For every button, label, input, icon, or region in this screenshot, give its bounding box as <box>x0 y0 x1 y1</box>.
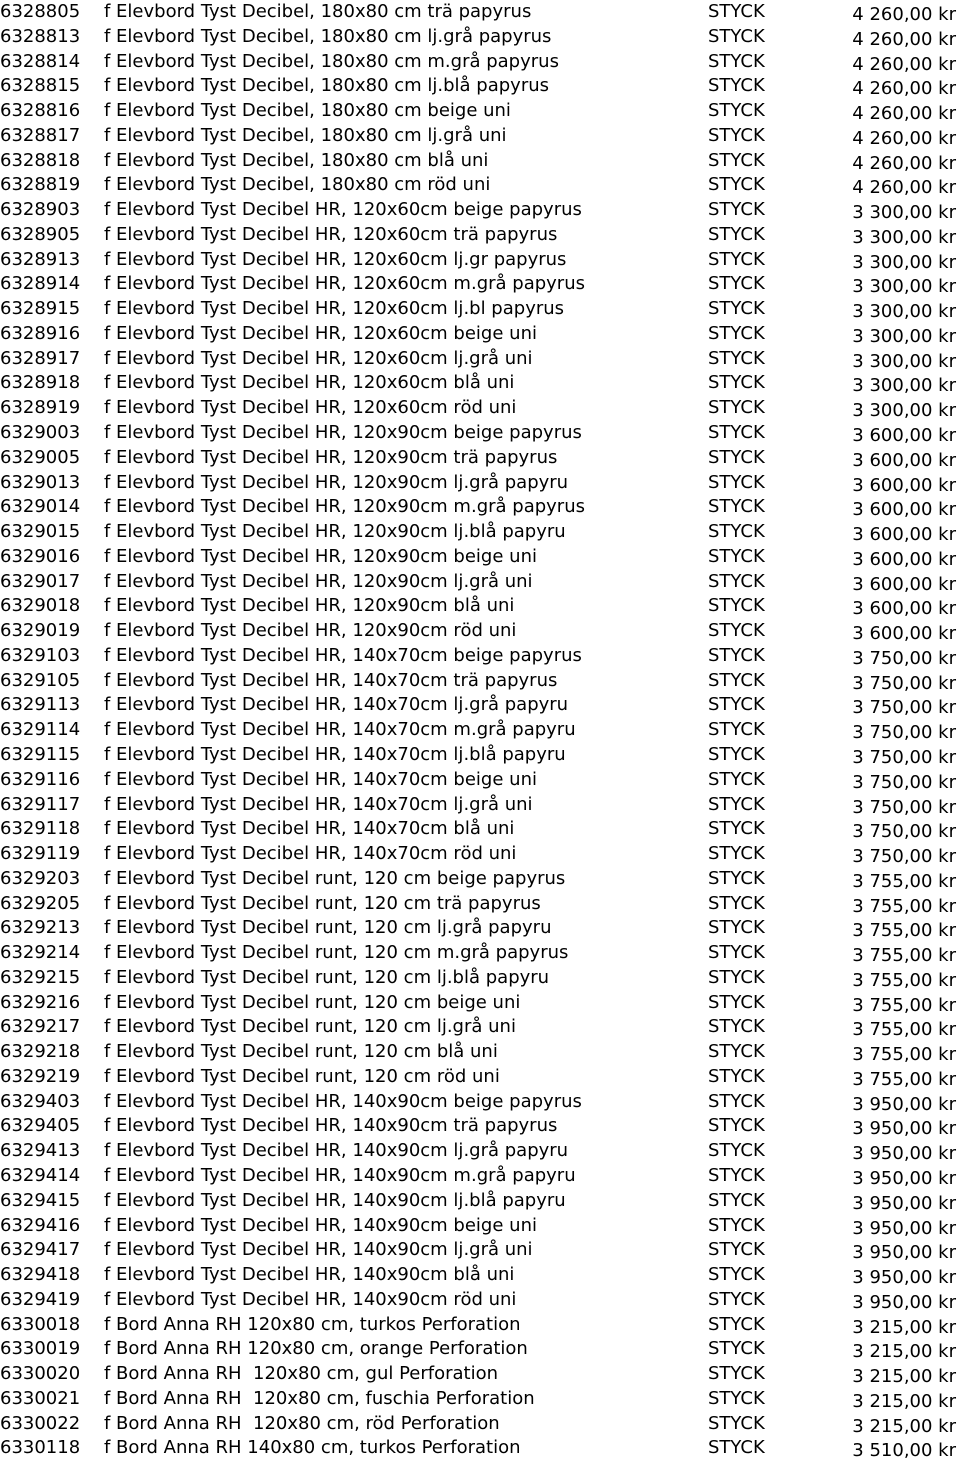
unit: STYCK <box>708 942 765 964</box>
product-description: f Elevbord Tyst Decibel runt, 120 cm beige uni <box>104 991 521 1013</box>
price: 4 260,00 kr <box>852 4 956 25</box>
product-description: f Elevbord Tyst Decibel HR, 120x90cm beige papyrus <box>104 422 582 444</box>
list-item <box>0 74 960 99</box>
article-number: 6329217 <box>0 1016 81 1038</box>
list-item <box>0 223 960 248</box>
price: 3 300,00 kr <box>852 375 956 397</box>
product-description: f Elevbord Tyst Decibel, 180x80 cm lj.grå uni <box>104 124 507 146</box>
unit: STYCK <box>708 1041 765 1063</box>
price: 3 950,00 kr <box>852 1242 956 1264</box>
list-item <box>0 793 960 818</box>
product-description: f Bord Anna RH 120x80 cm, röd Perforation <box>104 1412 500 1434</box>
article-number: 6329113 <box>0 694 81 716</box>
article-number: 6329005 <box>0 446 81 468</box>
unit: STYCK <box>708 322 765 344</box>
product-description: f Elevbord Tyst Decibel HR, 120x60cm blå uni <box>104 372 515 394</box>
article-number: 6329114 <box>0 719 81 741</box>
product-description: f Elevbord Tyst Decibel HR, 120x60cm lj.bl papyrus <box>104 298 565 320</box>
product-description: f Elevbord Tyst Decibel, 180x80 cm lj.grå papyrus <box>104 25 552 47</box>
product-description: f Elevbord Tyst Decibel runt, 120 cm m.grå papyrus <box>104 942 569 964</box>
price: 3 300,00 kr <box>852 226 956 248</box>
product-description: f Elevbord Tyst Decibel HR, 120x90cm beige uni <box>104 545 537 567</box>
unit: STYCK <box>708 1115 765 1137</box>
article-number: 6329016 <box>0 545 81 567</box>
unit: STYCK <box>708 100 765 122</box>
product-description: f Elevbord Tyst Decibel HR, 140x70cm beige uni <box>104 768 537 790</box>
unit: STYCK <box>708 1164 765 1186</box>
product-description: f Elevbord Tyst Decibel HR, 120x90cm m.grå papyrus <box>104 496 585 518</box>
article-number: 6328816 <box>0 100 81 122</box>
unit: STYCK <box>708 917 765 939</box>
product-description: f Elevbord Tyst Decibel HR, 140x70cm beige papyrus <box>104 644 582 666</box>
product-description: f Elevbord Tyst Decibel HR, 120x90cm lj.blå papyru <box>104 521 566 543</box>
price: 3 215,00 kr <box>852 1415 956 1437</box>
unit: STYCK <box>708 843 765 865</box>
list-item <box>0 0 960 25</box>
unit: STYCK <box>708 1090 765 1112</box>
list-item <box>0 570 960 595</box>
list-item <box>0 1263 960 1288</box>
article-number: 6329414 <box>0 1164 81 1186</box>
unit: STYCK <box>708 991 765 1013</box>
unit: STYCK <box>708 743 765 765</box>
list-item <box>0 1337 960 1362</box>
price: 3 750,00 kr <box>852 846 956 868</box>
list-item <box>0 892 960 917</box>
product-description: f Elevbord Tyst Decibel HR, 120x60cm m.grå papyrus <box>104 273 585 295</box>
product-description: f Elevbord Tyst Decibel HR, 140x70cm blå uni <box>104 818 515 840</box>
article-number: 6329219 <box>0 1065 81 1087</box>
unit: STYCK <box>708 298 765 320</box>
unit: STYCK <box>708 1363 765 1385</box>
product-description: f Elevbord Tyst Decibel HR, 140x70cm lj.blå papyru <box>104 743 566 765</box>
product-description: f Elevbord Tyst Decibel HR, 140x90cm lj.grå uni <box>104 1239 533 1261</box>
list-item <box>0 1114 960 1139</box>
list-item <box>0 1164 960 1189</box>
list-item <box>0 99 960 124</box>
article-number: 6328817 <box>0 124 81 146</box>
article-number: 6329215 <box>0 966 81 988</box>
price: 3 600,00 kr <box>852 474 956 496</box>
article-number: 6329214 <box>0 942 81 964</box>
price: 3 300,00 kr <box>852 400 956 422</box>
product-description: f Elevbord Tyst Decibel runt, 120 cm röd uni <box>104 1065 500 1087</box>
unit: STYCK <box>708 620 765 642</box>
article-number: 6329403 <box>0 1090 81 1112</box>
unit: STYCK <box>708 719 765 741</box>
unit: STYCK <box>708 372 765 394</box>
unit: STYCK <box>708 1189 765 1211</box>
unit: STYCK <box>708 75 765 97</box>
unit: STYCK <box>708 867 765 889</box>
unit: STYCK <box>708 1412 765 1434</box>
unit: STYCK <box>708 124 765 146</box>
product-description: f Elevbord Tyst Decibel HR, 120x90cm lj.grå papyru <box>104 471 569 493</box>
price: 3 750,00 kr <box>852 697 956 719</box>
price: 3 600,00 kr <box>852 425 956 447</box>
article-number: 6329419 <box>0 1288 81 1310</box>
unit: STYCK <box>708 223 765 245</box>
article-number: 6329117 <box>0 793 81 815</box>
list-item <box>0 743 960 768</box>
list-item <box>0 1362 960 1387</box>
product-description: f Elevbord Tyst Decibel HR, 120x60cm lj.grå uni <box>104 347 533 369</box>
list-item <box>0 322 960 347</box>
product-description: f Bord Anna RH 120x80 cm, gul Perforation <box>104 1363 499 1385</box>
list-item <box>0 718 960 743</box>
price: 3 755,00 kr <box>852 870 956 892</box>
price: 3 600,00 kr <box>852 548 956 570</box>
unit: STYCK <box>708 496 765 518</box>
article-number: 6329416 <box>0 1214 81 1236</box>
price: 3 300,00 kr <box>852 350 956 372</box>
article-number: 6328813 <box>0 25 81 47</box>
list-item <box>0 991 960 1016</box>
unit: STYCK <box>708 446 765 468</box>
article-number: 6329417 <box>0 1239 81 1261</box>
article-number: 6329018 <box>0 595 81 617</box>
list-item <box>0 867 960 892</box>
article-number: 6330118 <box>0 1437 81 1459</box>
list-item <box>0 966 960 991</box>
article-number: 6329205 <box>0 892 81 914</box>
product-description: f Elevbord Tyst Decibel HR, 140x90cm röd uni <box>104 1288 517 1310</box>
unit: STYCK <box>708 768 765 790</box>
price: 3 300,00 kr <box>852 251 956 273</box>
price: 3 600,00 kr <box>852 598 956 620</box>
product-description: f Elevbord Tyst Decibel, 180x80 cm lj.blå papyrus <box>104 75 550 97</box>
price: 3 750,00 kr <box>852 796 956 818</box>
list-item <box>0 520 960 545</box>
unit: STYCK <box>708 199 765 221</box>
article-number: 6328918 <box>0 372 81 394</box>
article-number: 6329216 <box>0 991 81 1013</box>
price: 3 950,00 kr <box>852 1192 956 1214</box>
article-number: 6329418 <box>0 1264 81 1286</box>
unit: STYCK <box>708 1239 765 1261</box>
article-number: 6330020 <box>0 1363 81 1385</box>
product-description: f Elevbord Tyst Decibel runt, 120 cm lj.blå papyru <box>104 966 550 988</box>
product-description: f Elevbord Tyst Decibel HR, 120x60cm beige papyrus <box>104 199 582 221</box>
product-description: f Elevbord Tyst Decibel HR, 120x60cm trä papyrus <box>104 223 558 245</box>
article-number: 6329118 <box>0 818 81 840</box>
unit: STYCK <box>708 1140 765 1162</box>
unit: STYCK <box>708 694 765 716</box>
price: 3 300,00 kr <box>852 202 956 224</box>
article-number: 6328905 <box>0 223 81 245</box>
unit: STYCK <box>708 818 765 840</box>
article-number: 6329413 <box>0 1140 81 1162</box>
product-description: f Elevbord Tyst Decibel HR, 140x70cm m.grå papyru <box>104 719 576 741</box>
article-number: 6329218 <box>0 1041 81 1063</box>
price: 3 750,00 kr <box>852 722 956 744</box>
product-description: f Elevbord Tyst Decibel HR, 140x90cm m.grå papyru <box>104 1164 576 1186</box>
list-item <box>0 1015 960 1040</box>
price: 4 260,00 kr <box>852 152 956 174</box>
article-number: 6330021 <box>0 1387 81 1409</box>
list-item <box>0 1313 960 1338</box>
article-number: 6329017 <box>0 570 81 592</box>
list-item <box>0 248 960 273</box>
price: 3 950,00 kr <box>852 1267 956 1289</box>
list-item <box>0 347 960 372</box>
price: 3 755,00 kr <box>852 1019 956 1041</box>
list-item <box>0 842 960 867</box>
price: 3 950,00 kr <box>852 1217 956 1239</box>
list-item <box>0 446 960 471</box>
article-number: 6330022 <box>0 1412 81 1434</box>
list-item <box>0 25 960 50</box>
product-description: f Elevbord Tyst Decibel, 180x80 cm beige uni <box>104 100 511 122</box>
price: 3 950,00 kr <box>852 1093 956 1115</box>
product-description: f Elevbord Tyst Decibel, 180x80 cm trä papyrus <box>104 1 532 22</box>
price: 3 950,00 kr <box>852 1118 956 1140</box>
list-item <box>0 272 960 297</box>
product-description: f Elevbord Tyst Decibel HR, 140x70cm trä papyrus <box>104 669 558 691</box>
list-item <box>0 941 960 966</box>
product-description: f Elevbord Tyst Decibel HR, 140x90cm trä papyrus <box>104 1115 558 1137</box>
unit: STYCK <box>708 1387 765 1409</box>
unit: STYCK <box>708 471 765 493</box>
list-item <box>0 1436 960 1461</box>
price: 3 755,00 kr <box>852 945 956 967</box>
product-description: f Elevbord Tyst Decibel HR, 120x90cm lj.grå uni <box>104 570 533 592</box>
article-number: 6329019 <box>0 620 81 642</box>
list-item <box>0 124 960 149</box>
price: 3 755,00 kr <box>852 1068 956 1090</box>
article-number: 6329105 <box>0 669 81 691</box>
unit: STYCK <box>708 1214 765 1236</box>
price: 4 260,00 kr <box>852 177 956 199</box>
unit: STYCK <box>708 1338 765 1360</box>
list-item <box>0 297 960 322</box>
article-number: 6328805 <box>0 1 81 22</box>
unit: STYCK <box>708 1313 765 1335</box>
article-number: 6328913 <box>0 248 81 270</box>
list-item <box>0 371 960 396</box>
product-description: f Bord Anna RH 120x80 cm, orange Perforation <box>104 1338 528 1360</box>
unit: STYCK <box>708 1288 765 1310</box>
unit: STYCK <box>708 25 765 47</box>
unit: STYCK <box>708 1016 765 1038</box>
unit: STYCK <box>708 422 765 444</box>
unit: STYCK <box>708 669 765 691</box>
price: 4 260,00 kr <box>852 53 956 75</box>
unit: STYCK <box>708 892 765 914</box>
price: 3 755,00 kr <box>852 994 956 1016</box>
price: 3 215,00 kr <box>852 1341 956 1363</box>
product-description: f Elevbord Tyst Decibel HR, 140x90cm blå uni <box>104 1264 515 1286</box>
price: 3 750,00 kr <box>852 821 956 843</box>
product-description: f Elevbord Tyst Decibel HR, 120x90cm blå uni <box>104 595 515 617</box>
article-number: 6329415 <box>0 1189 81 1211</box>
price: 3 950,00 kr <box>852 1167 956 1189</box>
unit: STYCK <box>708 1437 765 1459</box>
product-description: f Elevbord Tyst Decibel runt, 120 cm blå uni <box>104 1041 498 1063</box>
article-number: 6328814 <box>0 50 81 72</box>
article-number: 6329014 <box>0 496 81 518</box>
price: 3 600,00 kr <box>852 499 956 521</box>
list-item <box>0 1065 960 1090</box>
price: 3 755,00 kr <box>852 895 956 917</box>
article-number: 6329116 <box>0 768 81 790</box>
list-item <box>0 1387 960 1412</box>
list-item <box>0 693 960 718</box>
unit: STYCK <box>708 1264 765 1286</box>
product-description: f Elevbord Tyst Decibel HR, 140x90cm lj.grå papyru <box>104 1140 569 1162</box>
article-number: 6328915 <box>0 298 81 320</box>
unit: STYCK <box>708 248 765 270</box>
list-item <box>0 1288 960 1313</box>
price: 3 510,00 kr <box>852 1440 956 1462</box>
list-item <box>0 619 960 644</box>
product-description: f Bord Anna RH 120x80 cm, turkos Perforation <box>104 1313 521 1335</box>
list-item <box>0 421 960 446</box>
unit: STYCK <box>708 149 765 171</box>
price: 3 755,00 kr <box>852 920 956 942</box>
list-item <box>0 471 960 496</box>
list-item <box>0 594 960 619</box>
unit: STYCK <box>708 174 765 196</box>
list-item <box>0 50 960 75</box>
article-number: 6328819 <box>0 174 81 196</box>
article-number: 6329213 <box>0 917 81 939</box>
price: 4 260,00 kr <box>852 127 956 149</box>
price: 3 950,00 kr <box>852 1143 956 1165</box>
article-number: 6330018 <box>0 1313 81 1335</box>
unit: STYCK <box>708 966 765 988</box>
list-item <box>0 1238 960 1263</box>
product-description: f Bord Anna RH 120x80 cm, fuschia Perforation <box>104 1387 535 1409</box>
unit: STYCK <box>708 273 765 295</box>
article-number: 6329003 <box>0 422 81 444</box>
list-item <box>0 916 960 941</box>
price: 3 750,00 kr <box>852 746 956 768</box>
unit: STYCK <box>708 397 765 419</box>
article-number: 6329119 <box>0 843 81 865</box>
product-description: f Elevbord Tyst Decibel, 180x80 cm blå uni <box>104 149 489 171</box>
article-number: 6328818 <box>0 149 81 171</box>
article-number: 6328916 <box>0 322 81 344</box>
unit: STYCK <box>708 595 765 617</box>
list-item <box>0 1090 960 1115</box>
article-number: 6328919 <box>0 397 81 419</box>
product-description: f Elevbord Tyst Decibel HR, 120x90cm trä papyrus <box>104 446 558 468</box>
product-description: f Elevbord Tyst Decibel runt, 120 cm trä papyrus <box>104 892 541 914</box>
price: 4 260,00 kr <box>852 78 956 100</box>
product-description: f Elevbord Tyst Decibel runt, 120 cm lj.grå papyru <box>104 917 552 939</box>
product-description: f Elevbord Tyst Decibel, 180x80 cm m.grå papyrus <box>104 50 559 72</box>
price: 4 260,00 kr <box>852 28 956 50</box>
price: 3 755,00 kr <box>852 1044 956 1066</box>
unit: STYCK <box>708 793 765 815</box>
list-item <box>0 817 960 842</box>
list-item <box>0 198 960 223</box>
price: 3 600,00 kr <box>852 623 956 645</box>
list-item <box>0 1214 960 1239</box>
product-description: f Elevbord Tyst Decibel HR, 120x60cm lj.gr papyrus <box>104 248 567 270</box>
price: 3 750,00 kr <box>852 771 956 793</box>
price: 3 750,00 kr <box>852 672 956 694</box>
article-number: 6329115 <box>0 743 81 765</box>
unit: STYCK <box>708 644 765 666</box>
article-number: 6330019 <box>0 1338 81 1360</box>
list-item <box>0 396 960 421</box>
list-item <box>0 173 960 198</box>
unit: STYCK <box>708 1 765 22</box>
unit: STYCK <box>708 570 765 592</box>
product-description: f Elevbord Tyst Decibel HR, 140x90cm beige uni <box>104 1214 537 1236</box>
price: 3 600,00 kr <box>852 524 956 546</box>
price: 3 950,00 kr <box>852 1291 956 1313</box>
list-item <box>0 669 960 694</box>
product-description: f Elevbord Tyst Decibel runt, 120 cm beige papyrus <box>104 867 566 889</box>
unit: STYCK <box>708 521 765 543</box>
product-description: f Elevbord Tyst Decibel HR, 140x90cm lj.blå papyru <box>104 1189 566 1211</box>
price: 3 600,00 kr <box>852 573 956 595</box>
article-number: 6328903 <box>0 199 81 221</box>
price: 3 215,00 kr <box>852 1390 956 1412</box>
price: 3 755,00 kr <box>852 969 956 991</box>
list-item <box>0 1412 960 1437</box>
list-item <box>0 1139 960 1164</box>
list-item <box>0 1040 960 1065</box>
product-description: f Elevbord Tyst Decibel HR, 120x60cm beige uni <box>104 322 537 344</box>
article-number: 6329103 <box>0 644 81 666</box>
price: 3 215,00 kr <box>852 1366 956 1388</box>
product-description: f Elevbord Tyst Decibel runt, 120 cm lj.grå uni <box>104 1016 516 1038</box>
article-number: 6329203 <box>0 867 81 889</box>
article-number: 6328917 <box>0 347 81 369</box>
article-number: 6329013 <box>0 471 81 493</box>
article-number: 6328914 <box>0 273 81 295</box>
unit: STYCK <box>708 1065 765 1087</box>
price: 3 750,00 kr <box>852 647 956 669</box>
unit: STYCK <box>708 545 765 567</box>
product-description: f Elevbord Tyst Decibel HR, 140x70cm röd uni <box>104 843 517 865</box>
product-description: f Elevbord Tyst Decibel, 180x80 cm röd uni <box>104 174 491 196</box>
article-number: 6329015 <box>0 521 81 543</box>
price: 4 260,00 kr <box>852 103 956 125</box>
list-item <box>0 768 960 793</box>
product-description: f Elevbord Tyst Decibel HR, 140x70cm lj.grå uni <box>104 793 533 815</box>
product-description: f Elevbord Tyst Decibel HR, 140x90cm beige papyrus <box>104 1090 582 1112</box>
price: 3 300,00 kr <box>852 301 956 323</box>
price: 3 300,00 kr <box>852 325 956 347</box>
list-item <box>0 149 960 174</box>
unit: STYCK <box>708 50 765 72</box>
product-description: f Elevbord Tyst Decibel HR, 120x90cm röd uni <box>104 620 517 642</box>
list-item <box>0 1189 960 1214</box>
price: 3 600,00 kr <box>852 449 956 471</box>
product-description: f Elevbord Tyst Decibel HR, 140x70cm lj.grå papyru <box>104 694 569 716</box>
list-item <box>0 545 960 570</box>
article-number: 6329405 <box>0 1115 81 1137</box>
unit: STYCK <box>708 347 765 369</box>
article-number: 6328815 <box>0 75 81 97</box>
list-item <box>0 495 960 520</box>
price: 3 300,00 kr <box>852 276 956 298</box>
product-description: f Elevbord Tyst Decibel HR, 120x60cm röd uni <box>104 397 517 419</box>
product-description: f Bord Anna RH 140x80 cm, turkos Perforation <box>104 1437 521 1459</box>
price: 3 215,00 kr <box>852 1316 956 1338</box>
list-item <box>0 644 960 669</box>
